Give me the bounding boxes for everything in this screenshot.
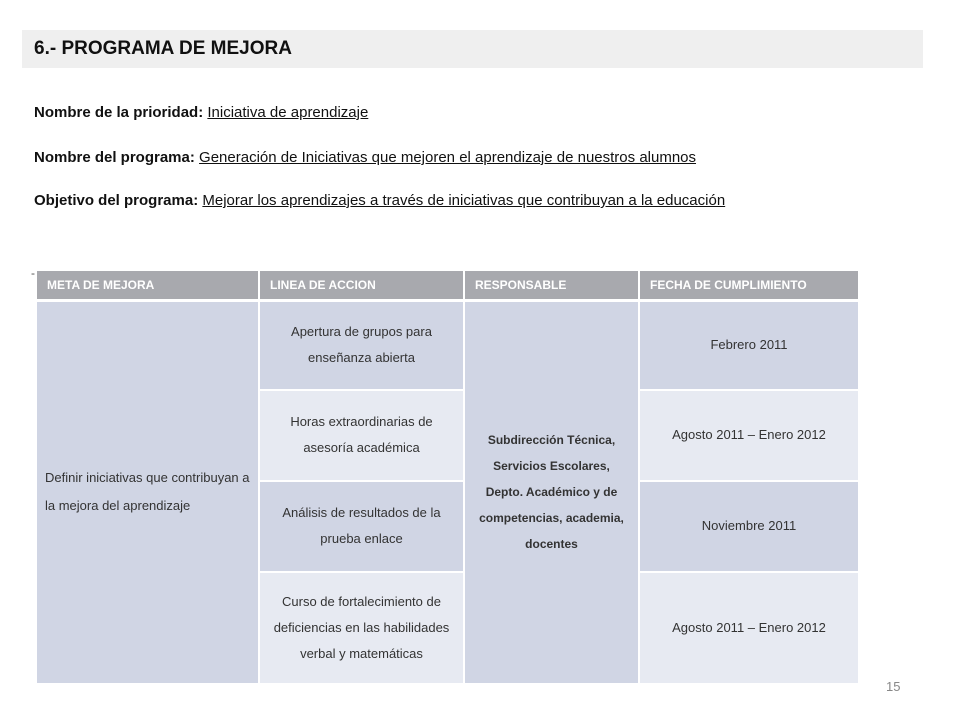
- section-title-band: [22, 30, 923, 68]
- fecha-cell: Agosto 2011 – Enero 2012: [639, 572, 859, 684]
- col-header-fecha: FECHA DE CUMPLIMIENTO: [639, 271, 859, 301]
- priority-value: Iniciativa de aprendizaje: [207, 104, 369, 121]
- fecha-cell: Noviembre 2011: [639, 481, 859, 572]
- program-value: Generación de Iniciativas que mejoren el aprendizaje de nuestros alumnos: [199, 149, 697, 166]
- improvement-plan-table: [37, 271, 860, 685]
- objective-line: [34, 192, 725, 209]
- program-line: [34, 149, 696, 166]
- page-number: 15: [886, 679, 901, 694]
- fecha-cell: Febrero 2011: [639, 301, 859, 390]
- col-header-accion: LINEA DE ACCION: [259, 271, 464, 301]
- col-header-responsable: RESPONSABLE: [464, 271, 639, 301]
- col-header-meta: META DE MEJORA: [37, 271, 259, 301]
- accion-cell: Análisis de resultados de la prueba enlace: [259, 481, 464, 572]
- responsable-cell: Subdirección Técnica, Servicios Escolares, Depto. Académico y de competencias, academia, docentes: [464, 301, 639, 684]
- accion-cell: Apertura de grupos para enseñanza abierta: [259, 301, 464, 390]
- meta-cell: Definir iniciativas que contribuyan a la mejora del aprendizaje: [37, 301, 259, 684]
- fecha-cell: Agosto 2011 – Enero 2012: [639, 390, 859, 481]
- priority-label: Nombre de la prioridad:: [34, 104, 204, 121]
- objective-value: Mejorar los aprendizajes a través de iniciativas que contribuyan a la educación: [202, 192, 726, 209]
- objective-label: Objetivo del programa:: [34, 192, 199, 209]
- table-header-row: [37, 271, 859, 301]
- accion-cell: Curso de fortalecimiento de deficiencias en las habilidades verbal y matemáticas: [259, 572, 464, 684]
- priority-line: [34, 104, 368, 121]
- section-title: 6.- PROGRAMA DE MEJORA: [34, 38, 292, 59]
- accion-cell: Horas extraordinarias de asesoría académica: [259, 390, 464, 481]
- table-row: [37, 301, 859, 390]
- program-label: Nombre del programa:: [34, 149, 195, 166]
- stray-dash: -: [31, 266, 35, 280]
